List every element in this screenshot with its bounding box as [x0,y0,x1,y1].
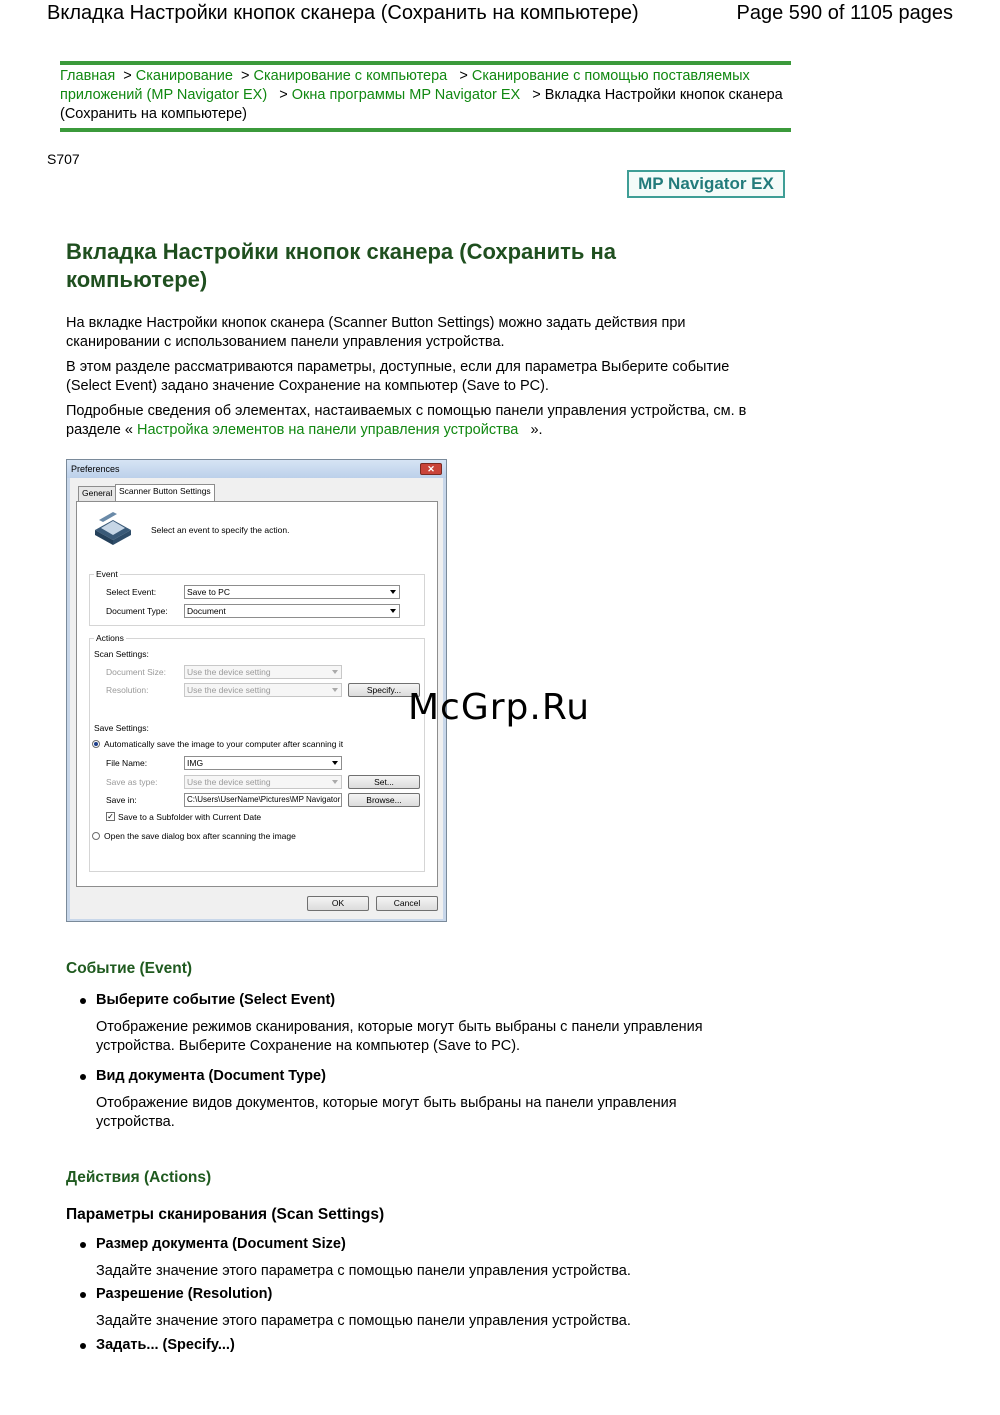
actions-group-title: Actions [96,633,124,643]
resolution-description: Задайте значение этого параметра с помощью панели управления устройства. [96,1313,631,1329]
document-type-description: Отображение видов документов, которые могут быть выбраны на панели управления устройства. [96,1095,677,1130]
event-group [89,569,425,626]
chevron-down-icon [332,688,338,692]
specify-bullet [80,1337,235,1353]
breadcrumb-scanning[interactable]: Сканирование [135,68,233,84]
actions-group [89,633,425,872]
intro-paragraph-1: На вкладке Настройки кнопок сканера (Scanner Button Settings) можно задать действия при сканировании с использованием панели управления устройства. [66,315,686,350]
select-event-description: Отображение режимов сканирования, которые могут быть выбраны с панели управления устройства. Выберите Сохранение на компьютер (Save to PC). [96,1019,703,1054]
document-size-label: Document Size: [106,667,166,677]
document-type-label: Document Type: [106,606,168,616]
subfolder-checkbox-label: Save to a Subfolder with Current Date [118,812,262,822]
breadcrumb [60,67,785,124]
intro-paragraph-3-text: Подробные сведения об элементах, настаиваемых с помощью панели управления устройства, см. в разделе « [66,403,747,438]
breadcrumb-separator: > [241,68,250,84]
document-type-value: Document [187,606,226,616]
tab-scanner-button-settings[interactable]: Scanner Button Settings [115,484,215,502]
save-as-type-dropdown[interactable] [184,775,342,789]
browse-button[interactable]: Browse... [348,793,420,807]
document-size-description: Задайте значение этого параметра с помощью панели управления устройства. [96,1263,631,1279]
breadcrumb-separator: > [532,87,541,103]
select-event-dropdown[interactable] [184,585,400,599]
chevron-down-icon [390,609,396,613]
document-code: S707 [47,151,80,167]
intro-paragraph-3-end: ». [530,422,543,438]
breadcrumb-separator: > [459,68,468,84]
document-type-title: Вид документа (Document Type) [96,1068,326,1084]
dialog-body [70,478,443,919]
tab-panel [76,501,438,887]
resolution-dropdown[interactable] [184,683,342,697]
set-button[interactable]: Set... [348,775,420,789]
breadcrumb-current: Вкладка Настройки кнопок сканера (Сохранить на компьютере) [60,87,783,122]
chevron-down-icon [332,761,338,765]
breadcrumb-separator: > [279,87,288,103]
intro-paragraph-2: В этом разделе рассматриваются параметры, доступные, если для параметра Выберите событие (Select Event) задано значение Сохранение на компьютер (Save to PC). [66,359,730,394]
dialog-prompt: Select an event to specify the action. [151,525,290,535]
document-size-value: Use the device setting [187,667,271,677]
top-rule [60,61,791,65]
open-save-dialog-radio[interactable] [92,832,100,840]
section-actions-heading: Действия (Actions) [66,1169,212,1186]
file-name-label: File Name: [106,758,148,768]
auto-save-radio-label: Automatically save the image to your computer after scanning it [104,739,344,749]
preferences-dialog [66,459,447,922]
dialog-titlebar [67,460,446,478]
page-header [0,0,1000,34]
specify-button[interactable]: Specify... [348,683,420,697]
specify-title: Задать... (Specify...) [96,1337,235,1353]
auto-save-radio[interactable] [92,740,100,748]
chevron-down-icon [390,590,396,594]
bottom-rule [60,128,791,132]
save-as-type-label: Save as type: [106,777,158,787]
select-event-title: Выберите событие (Select Event) [96,992,336,1008]
page-indicator: Page 590 of 1105 pages [736,2,953,24]
resolution-value: Use the device setting [187,685,271,695]
select-event-bullet [80,992,335,1008]
save-in-field[interactable]: C:\Users\UserName\Pictures\MP Navigator [184,793,342,807]
open-save-dialog-radio-label: Open the save dialog box after scanning the image [104,831,296,841]
tab-general[interactable]: General [78,486,116,501]
select-event-label: Select Event: [106,587,157,597]
document-title: Вкладка Настройки кнопок сканера (Сохранить на компьютере) [47,2,639,24]
close-icon[interactable]: ✕ [420,463,442,475]
file-name-input[interactable] [184,756,342,770]
scan-settings-label: Scan Settings: [94,649,149,659]
breadcrumb-separator: > [123,68,132,84]
subfolder-checkbox[interactable]: ✓ [107,812,114,821]
save-as-type-value: Use the device setting [187,777,271,787]
breadcrumb-scan-from-computer[interactable]: Сканирование с компьютера [253,68,448,84]
dialog-title: Preferences [71,464,120,474]
control-panel-settings-link[interactable]: Настройка элементов на панели управления устройства [137,422,519,438]
mp-navigator-badge: MP Navigator EX [627,170,785,198]
scan-settings-heading: Параметры сканирования (Scan Settings) [66,1206,385,1223]
cancel-button[interactable]: Cancel [376,896,438,911]
resolution-label: Resolution: [106,685,149,695]
breadcrumb-scan-with-apps[interactable]: Сканирование с помощью поставляемых приложений (MP Navigator EX) [60,68,750,103]
document-size-bullet [80,1236,346,1252]
section-event-heading: Событие (Event) [66,960,193,977]
document-size-dropdown[interactable] [184,665,342,679]
scanner-icon [91,508,133,546]
watermark: McGrp.Ru [408,687,591,728]
select-event-value: Save to PC [187,587,230,597]
breadcrumb-navigator-windows[interactable]: Окна программы MP Navigator EX [291,87,521,103]
document-type-bullet [80,1068,326,1084]
chevron-down-icon [332,670,338,674]
event-group-title: Event [96,569,118,579]
file-name-value: IMG [187,758,204,768]
document-size-title: Размер документа (Document Size) [96,1236,346,1252]
chevron-down-icon [332,780,338,784]
document-type-dropdown[interactable] [184,604,400,618]
breadcrumb-home[interactable]: Главная [60,68,116,84]
save-settings-label: Save Settings: [94,723,149,733]
intro-paragraph-3 [66,402,766,440]
resolution-bullet [80,1286,272,1302]
resolution-title: Разрешение (Resolution) [96,1286,273,1302]
ok-button[interactable]: OK [307,896,369,911]
save-in-label: Save in: [106,795,137,805]
page-title: Вкладка Настройки кнопок сканера (Сохранить на компьютере) [66,239,617,292]
